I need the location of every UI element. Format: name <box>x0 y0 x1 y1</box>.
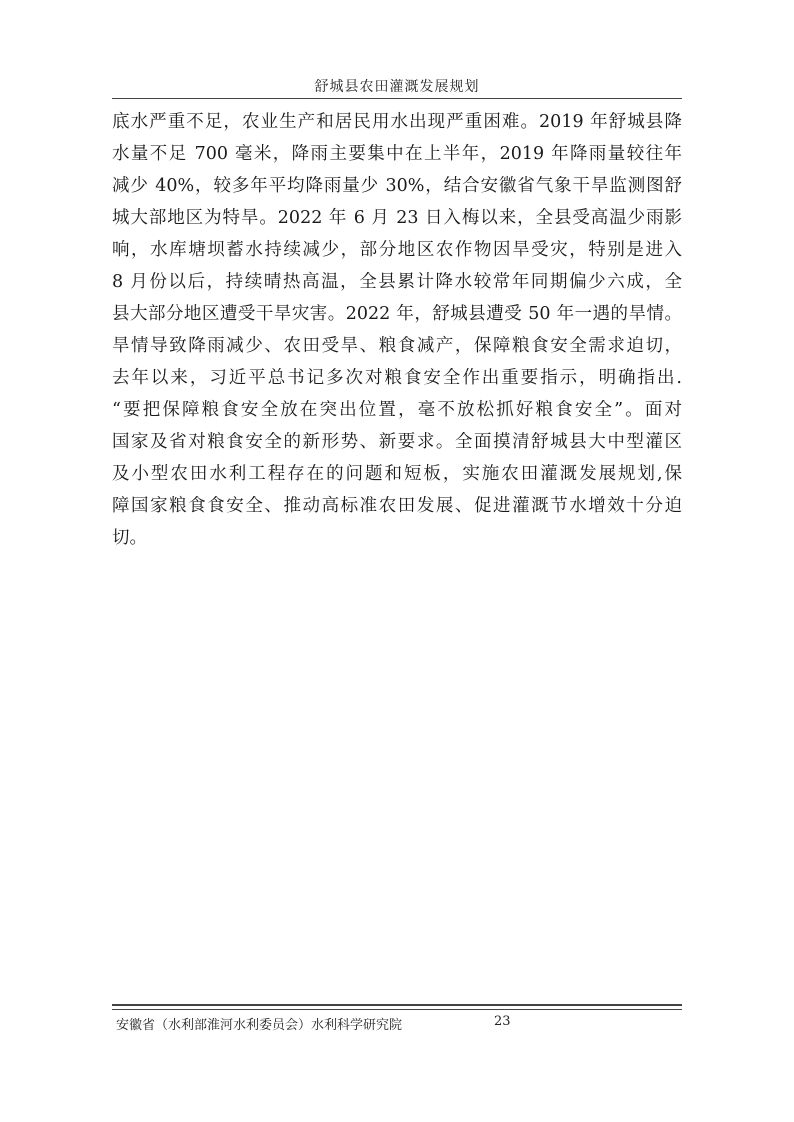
text-line: 障国家粮食食安全、推动高标准农田发展、促进灌溉节水增效十分迫 <box>112 496 682 516</box>
text-line: 县大部分地区遭受干旱灾害。2022 年，舒城县遭受 50 年一遇的旱情。 <box>112 304 682 324</box>
text-line: 切。 <box>112 528 147 548</box>
text-line: 及小型农田水利工程存在的问题和短板，实施农田灌溉发展规划,保 <box>112 464 682 484</box>
text-line: 8 月份以后，持续晴热高温，全县累计降水较常年同期偏少六成，全 <box>112 272 682 292</box>
text-line: “要把保障粮食安全放在突出位置，毫不放松抓好粮食安全”。面对 <box>112 400 682 420</box>
text-line: 旱情导致降雨减少、农田受旱、粮食减产，保障粮食安全需求迫切， <box>112 336 682 356</box>
header-divider <box>112 98 682 99</box>
page-number: 23 <box>494 1014 511 1029</box>
text-line: 去年以来，习近平总书记多次对粮食安全作出重要指示，明确指出. <box>112 368 682 388</box>
body-text <box>112 106 682 554</box>
text-line: 国家及省对粮食安全的新形势、新要求。全面摸清舒城县大中型灌区 <box>112 432 682 452</box>
text-line: 城大部地区为特旱。2022 年 6 月 23 日入梅以来，全县受高温少雨影 <box>112 208 682 228</box>
text-line: 响，水库塘坝蓄水持续减少，部分地区农作物因旱受灾，特别是进入 <box>112 240 682 260</box>
footer-organization: 安徽省（水利部淮河水利委员会）水利科学研究院 <box>116 1018 403 1033</box>
footer-divider-thick <box>112 1004 682 1006</box>
running-header-title: 舒城县农田灌溉发展规划 <box>314 79 480 95</box>
text-line: 减少 40%，较多年平均降雨量少 30%，结合安徽省气象干旱监测图舒 <box>112 176 682 196</box>
text-line: 底水严重不足，农业生产和居民用水出现严重困难。2019 年舒城县降 <box>112 112 682 132</box>
footer-divider-thin <box>112 1009 682 1010</box>
text-line: 水量不足 700 毫米，降雨主要集中在上半年，2019 年降雨量较往年 <box>112 144 682 164</box>
